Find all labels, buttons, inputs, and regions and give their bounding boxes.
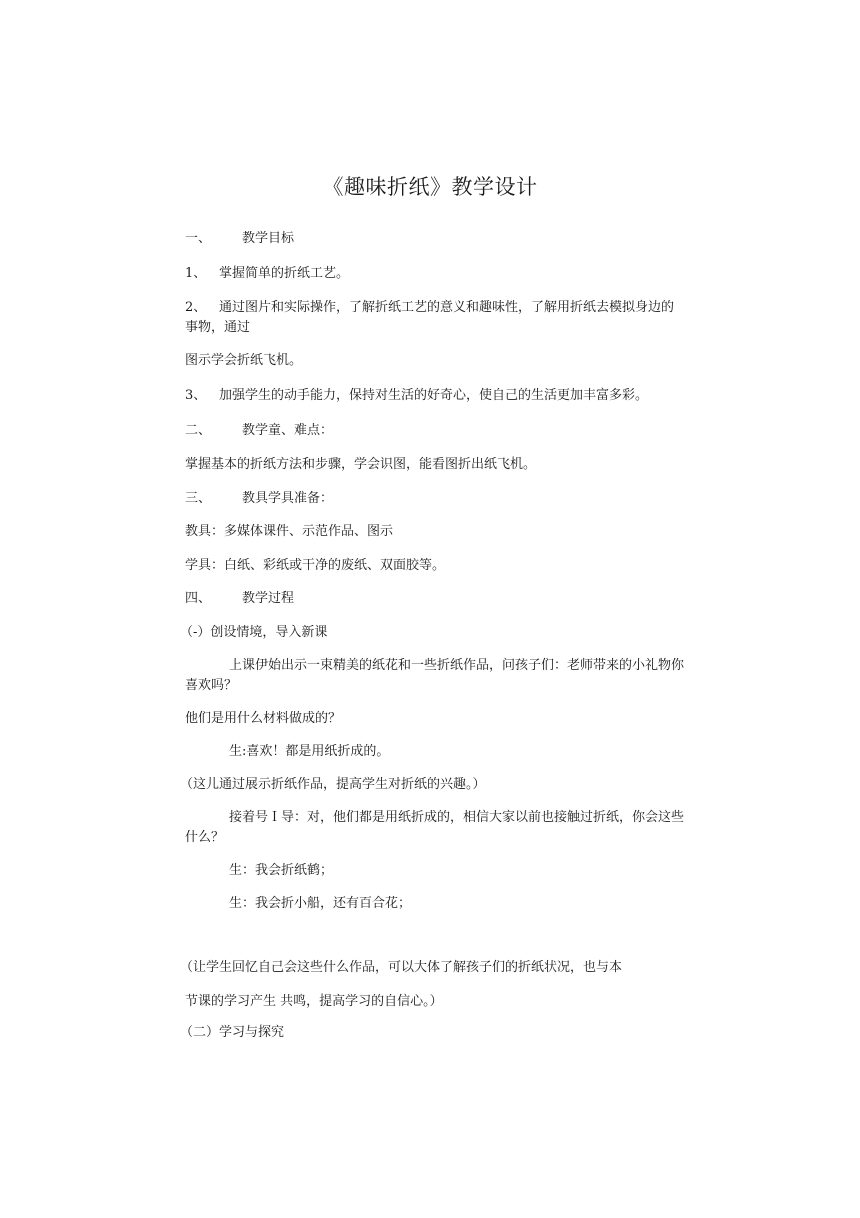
section-title: 教学过程: [242, 591, 295, 606]
process-paragraph-7: （让学生回忆自己会这些什么作品，可以大体了解孩子们的折纸状况，也与本: [180, 960, 623, 975]
section-heading-3: [185, 489, 685, 509]
key-points-text: 掌握基本的折纸方法和步骤，学会识图，能看图折出纸飞机。: [185, 457, 537, 472]
process-paragraph-6: 生：我会折小船，还有百合花；: [229, 896, 412, 911]
section-title: 教学童、难点：: [242, 423, 334, 438]
section-title: 教学目标: [242, 231, 295, 246]
process-part-1-heading: （-）创设情境，导入新课: [180, 625, 328, 640]
section-heading-2: [185, 421, 685, 441]
item-text: 加强学生的动手能力，保持对生活的好奇心，使自己的生活更加丰富多彩。: [219, 388, 649, 403]
objective-1: [185, 264, 685, 284]
process-paragraph-1-continuation: 他们是用什么材料做成的？: [185, 711, 342, 726]
item-text: 通过图片和实际操作，了解折纸工艺的意义和趣味性，了解用折纸去模拟身边的事物，通过: [185, 300, 675, 335]
item-number: 3、: [185, 388, 207, 403]
process-paragraph-7-continuation: 节课的学习产生 共鸣，提高学习的自信心。）: [185, 994, 443, 1009]
process-paragraph-2: 生:喜欢！都是用纸折成的。: [229, 744, 390, 759]
section-number: 一、: [185, 231, 212, 246]
section-heading-4: [185, 589, 685, 609]
objective-2-continuation: 图示学会折纸飞机。: [185, 353, 303, 368]
item-number: 2、: [185, 300, 207, 315]
section-heading-1: [185, 229, 685, 249]
item-number: 1、: [185, 266, 207, 281]
objective-2: [185, 298, 685, 338]
section-number: 二、: [185, 423, 212, 438]
process-part-2-heading: （二）学习与探究: [180, 1025, 285, 1040]
section-number: 三、: [185, 491, 212, 506]
teacher-tools: 教具：多媒体课件、示范作品、图示: [185, 524, 394, 539]
process-paragraph-1: 上课伊始出示一束精美的纸花和一些折纸作品，问孩子们：老师带来的小礼物你喜欢吗？: [185, 658, 685, 693]
process-paragraph-5: 生：我会折纸鹤；: [229, 863, 334, 878]
section-title: 教具学具准备：: [242, 491, 334, 506]
process-paragraph-4: 接着号Ｉ导：对，他们都是用纸折成的，相信大家以前也接触过折纸，你会这些什么？: [185, 810, 685, 845]
item-text: 掌握简单的折纸工艺。: [219, 266, 350, 281]
page-title: 《趣味折纸》教学设计: [322, 175, 538, 199]
section-number: 四、: [185, 591, 212, 606]
process-paragraph-3: （这儿通过展示折纸作品，提高学生对折纸的兴趣。）: [180, 777, 486, 792]
objective-3: [185, 386, 685, 406]
student-tools: 学具：白纸、彩纸或干净的废纸、双面胶等。: [185, 558, 446, 573]
